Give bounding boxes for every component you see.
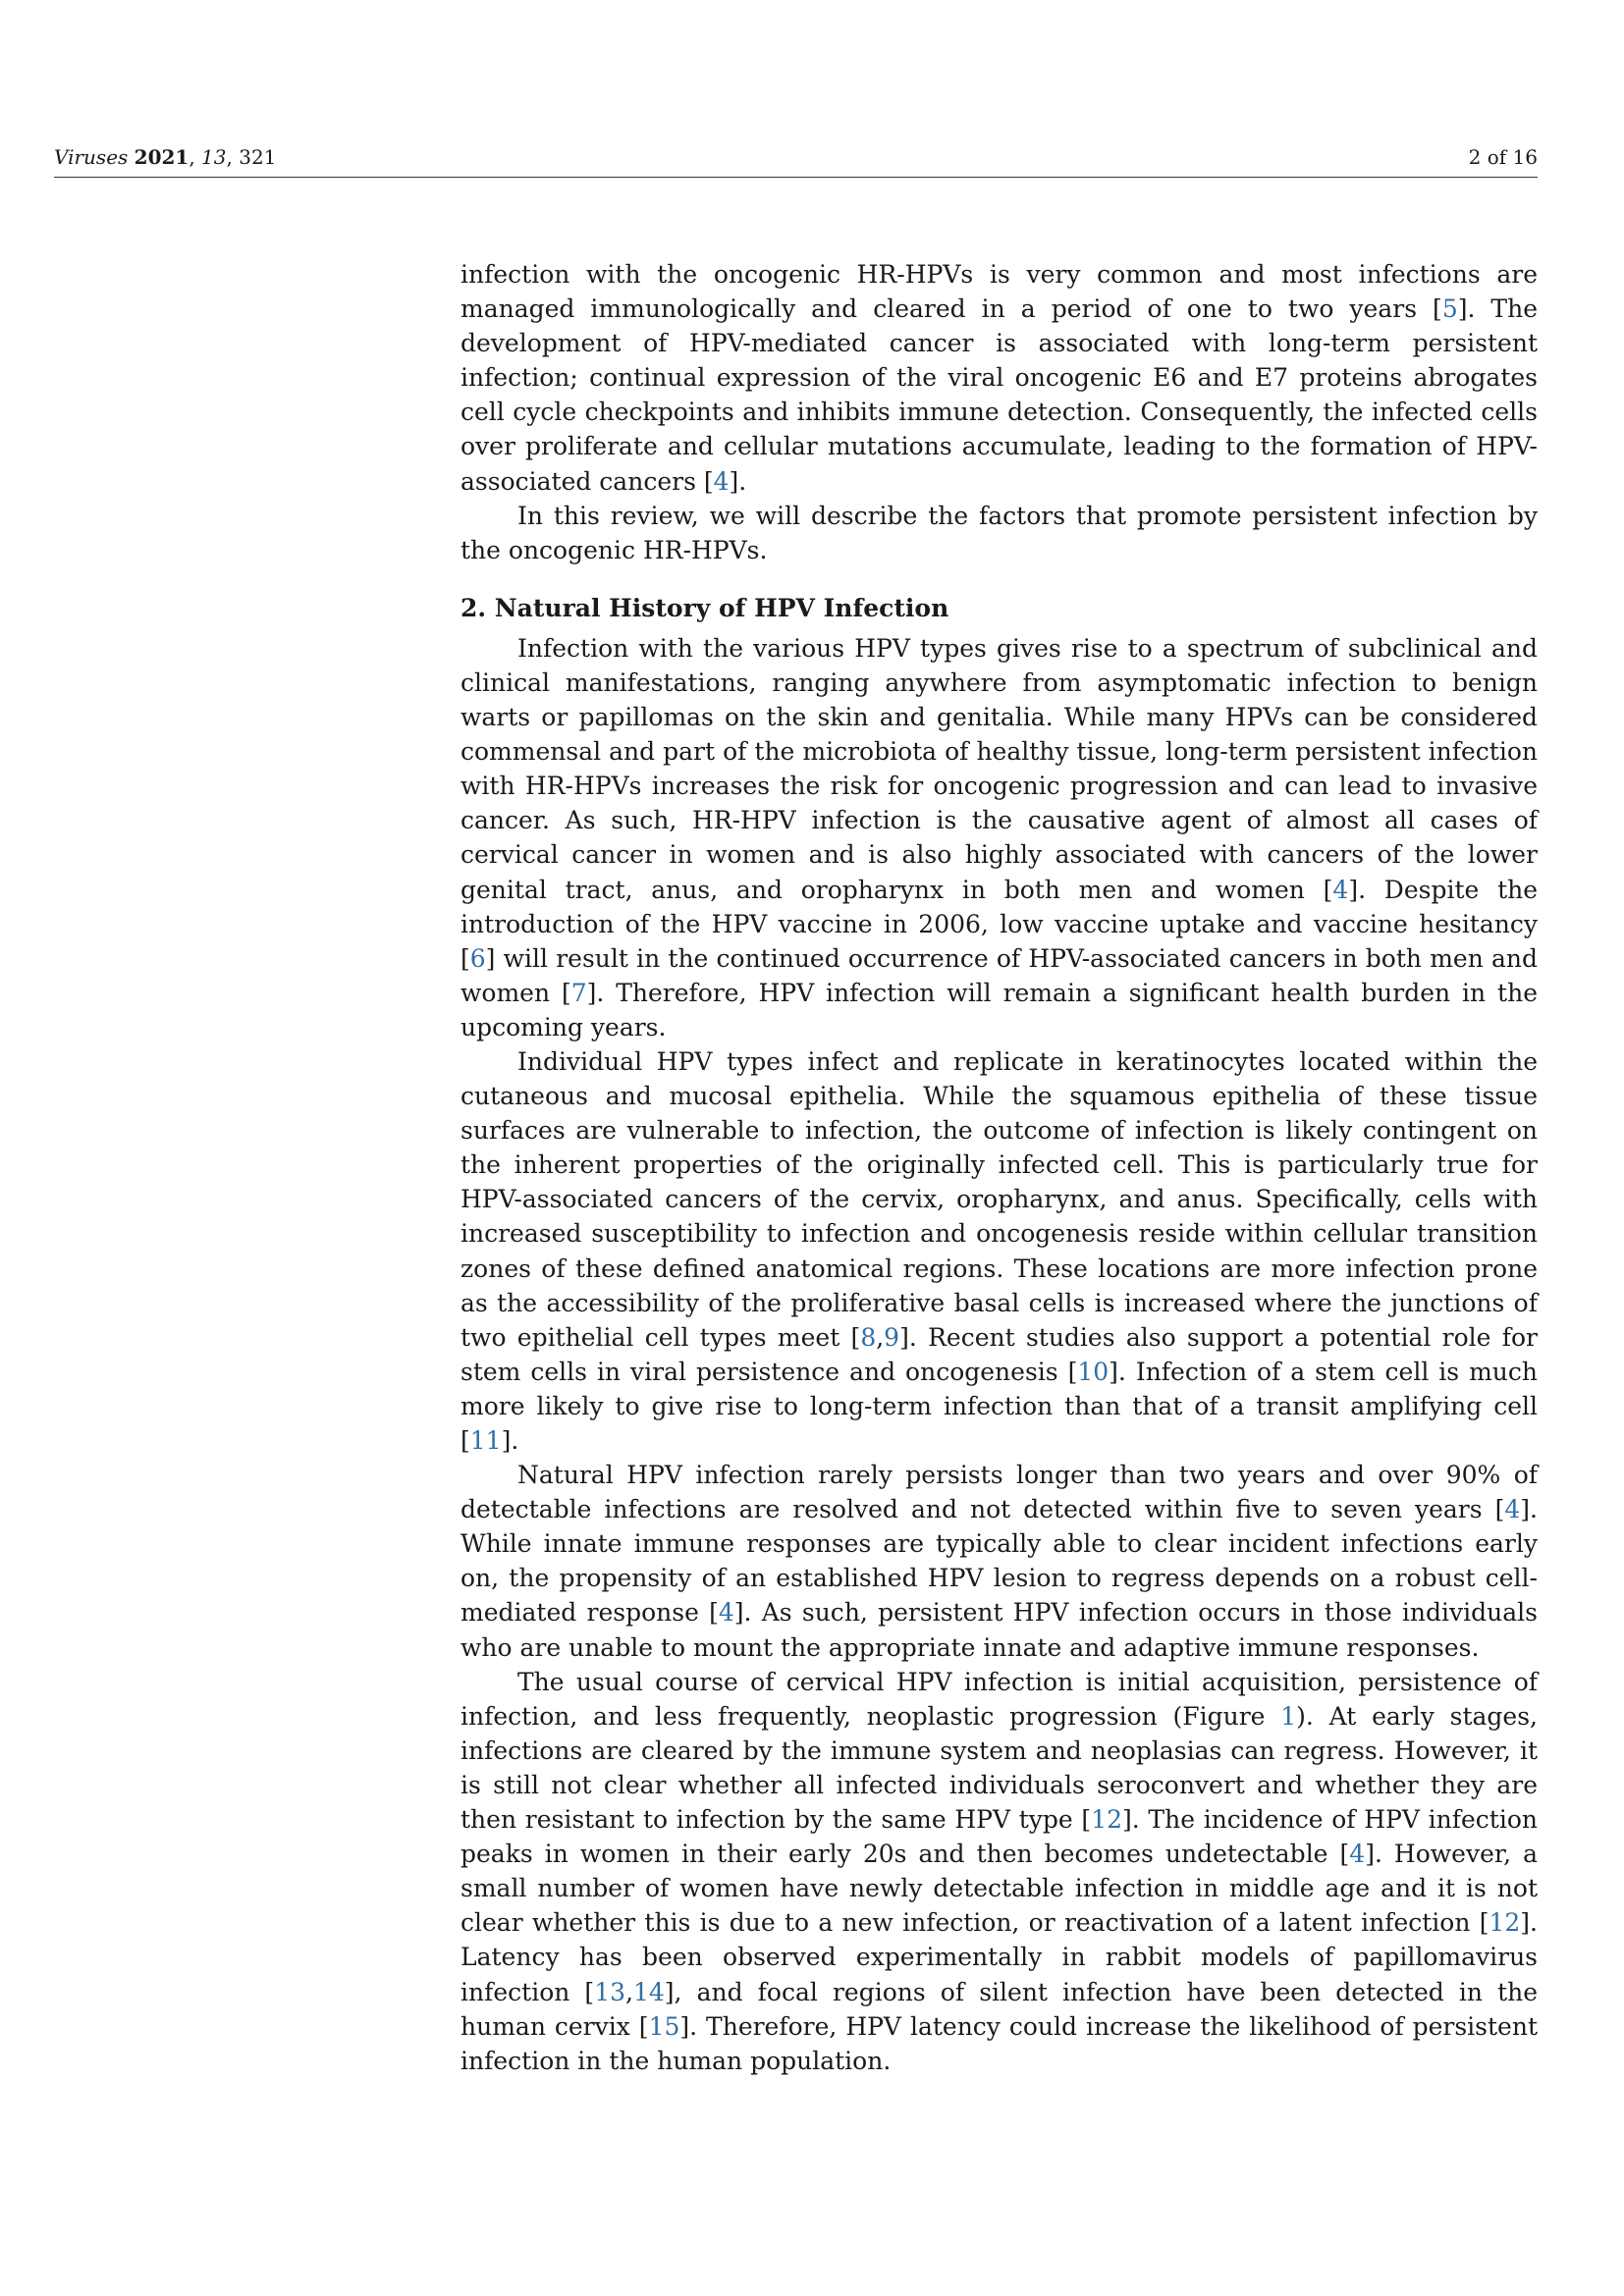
citation-link[interactable]: 4 [718,1598,734,1628]
figure-link[interactable]: 1 [1280,1701,1297,1731]
citation-link[interactable]: 4 [1504,1495,1521,1524]
journal-volume: 13 [201,145,227,169]
section-heading: 2. Natural History of HPV Infection [460,593,949,622]
citation-link[interactable]: 14 [632,1977,665,2006]
paragraph-review-scope: In this review, we will describe the factors that promote persistent infection by the oncogenic HR-HPVs. [460,501,1538,564]
paragraph-natural-history-3: Natural HPV infection rarely persists longer than two years and over 90% of detectable infections are resolved and not detected within five to seven years [4]. While innate immune responses are typically able to clear incident infections early on, the propensity of an established HPV lesion to regress depends on a robust cell-mediated response [4]. As such, persistent HPV infection occurs in those individuals who are unable to mount the appropriate innate and adaptive immune responses. [460,1461,1538,1662]
citation-link[interactable]: 10 [1077,1357,1110,1386]
citation-link[interactable]: 5 [1441,294,1458,324]
main-text-column [460,257,1538,2078]
running-header [54,137,1538,178]
citation-link[interactable]: 13 [594,1977,626,2006]
paragraph-intro-continued: infection with the oncogenic HR-HPVs is very common and most infections are managed immunologically and cleared in a period of one to two years [5]. The development of HPV-mediated cancer is associated with long-term persistent infection; continual expression of the viral oncogenic E6 and E7 proteins abrogates cell cycle checkpoints and inhibits immune detection. Consequently, the infected cells over proliferate and cellular mutations accumulate, leading to the formation of HPV-associated cancers [4]. [460,260,1539,496]
paragraph-natural-history-1: Infection with the various HPV types gives rise to a spectrum of subclinical and clinical manifestations, ranging anywhere from asymptomatic infection to benign warts or papillomas on the skin and genitalia. While many HPVs can be considered commensal and part of the microbiota of healthy tissue, long-term persistent infection with HR-HPVs increases the risk for oncogenic progression and can lead to invasive cancer. As such, HR-HPV infection is the causative agent of almost all cases of cervical cancer in women and is also highly associated with cancers of the lower genital tract, anus, and oropharynx in both men and women [4]. Despite the introduction of the HPV vaccine in 2006, low vaccine uptake and vaccine hesitancy [6] will result in the continued occurrence of HPV-associated cancers in both men and women [7]. Therefore, HPV infection will remain a significant health burden in the upcoming years. [460,633,1539,1041]
paragraph-natural-history-2: Individual HPV types infect and replicate in keratinocytes located within the cutaneous and mucosal epithelia. While the squamous epithelia of these tissue surfaces are vulnerable to infection, the outcome of infection is likely contingent on the inherent properties of the originally infected cell. This is particularly true for HPV-associated cancers of the cervix, oropharynx, and anus. Specifically, cells with increased susceptibility to infection and oncogenesis reside within cellular transition zones of these defined anatomical regions. These locations are more infection prone as the accessibility of the proliferative basal cells is increased where the junctions of two epithelial cell types meet [8,9]. Recent studies also support a potential role for stem cells in viral persistence and oncogenesis [10]. Infection of a stem cell is much more likely to give rise to long-term infection than that of a transit amplifying cell [11]. [460,1046,1539,1455]
paragraph-natural-history-4: The usual course of cervical HPV infection is initial acquisition, persistence of infection, and less frequently, neoplastic progression (Figure 1). At early stages, infections are cleared by the immune system and neoplasias can regress. However, it is still not clear whether all infected individuals seroconvert and whether they are then resistant to infection by the same HPV type [12]. The incidence of HPV infection peaks in women in their early 20s and then becomes undetectable [4]. However, a small number of women have newly detectable infection in middle age and it is not clear whether this is due to a new infection, or reactivation of a latent infection [12]. Latency has been observed experimentally in rabbit models of papillomavirus infection [13,14], and focal regions of silent infection have been detected in the human cervix [15]. Therefore, HPV latency could increase the likelihood of persistent infection in the human population. [460,1667,1539,2075]
citation-link[interactable]: 6 [469,943,486,973]
journal-name: Viruses [54,145,129,169]
journal-citation: Viruses 2021, 13, 321 [54,145,277,169]
citation-link[interactable]: 4 [1349,1840,1366,1869]
citation-link[interactable]: 8 [860,1322,877,1352]
page-number: 2 of 16 [1468,145,1538,169]
citation-link[interactable]: 7 [570,978,587,1007]
citation-link[interactable]: 12 [1091,1805,1122,1835]
citation-link[interactable]: 12 [1489,1908,1521,1938]
citation-link[interactable]: 4 [1332,875,1349,904]
citation-link[interactable]: 15 [648,2011,680,2041]
citation-link[interactable]: 4 [713,466,730,496]
citation-link[interactable]: 11 [469,1426,502,1455]
article-number: 321 [239,145,277,169]
journal-year: 2021 [134,145,189,169]
citation-link[interactable]: 9 [884,1322,900,1352]
